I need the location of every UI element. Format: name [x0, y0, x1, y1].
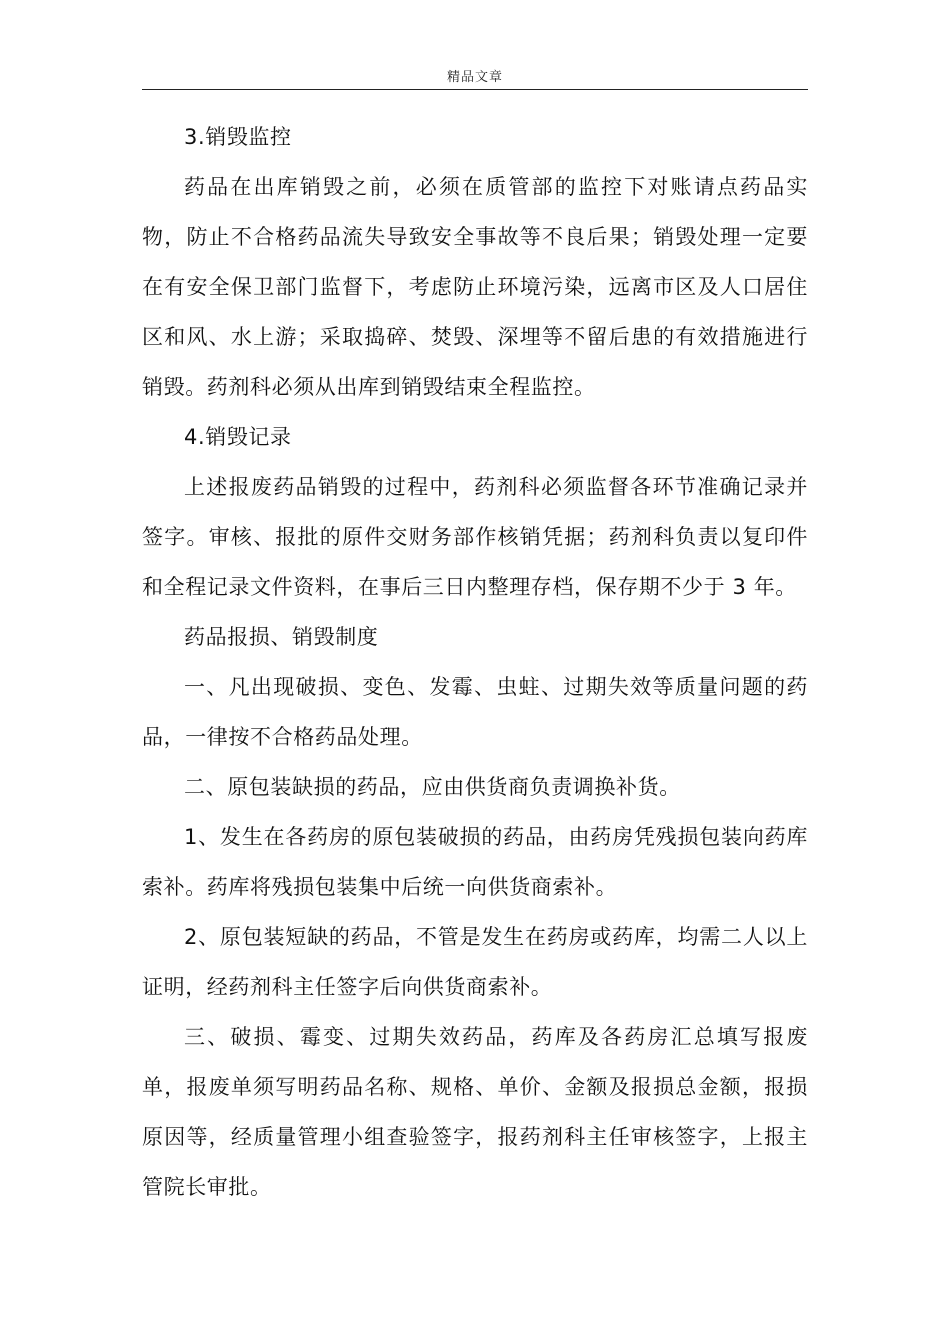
paragraph-rule-2-item-2: 2、原包装短缺的药品，不管是发生在药房或药库，均需二人以上证明，经药剂科主任签字后向供货商索补。: [142, 925, 808, 999]
section-heading-destruction-monitoring: 3.销毁监控: [184, 125, 292, 149]
section-heading-destruction-record: 4.销毁记录: [184, 425, 292, 449]
paragraph-destruction-record: 上述报废药品销毁的过程中，药剂科必须监督各环节准确记录并签字。审核、报批的原件交财务部作核销凭据；药剂科负责以复印件和全程记录文件资料，在事后三日内整理存档，保存期不少于 3 年。: [142, 475, 808, 599]
paragraph-destruction-monitoring: 药品在出库销毁之前，必须在质管部的监控下对账请点药品实物，防止不合格药品流失导致安全事故等不良后果；销毁处理一定要在有安全保卫部门监督下，考虑防止环境污染，远离市区及人口居住区和风、水上游；采取捣碎、焚毁、深埋等不留后患的有效措施进行销毁。药剂科必须从出库到销毁结束全程监控。: [142, 175, 808, 399]
page-header: [142, 62, 808, 90]
header-title: 精品文章: [446, 70, 503, 85]
document-body: [142, 112, 808, 1212]
section-heading-policy: 药品报损、销毁制度: [184, 625, 379, 649]
paragraph-rule-3: 三、破损、霉变、过期失效药品，药库及各药房汇总填写报废单，报废单须写明药品名称、规格、单价、金额及报损总金额，报损原因等，经质量管理小组查验签字，报药剂科主任审核签字，上报主管院长审批。: [142, 1025, 808, 1199]
paragraph-rule-2-item-1: 1、发生在各药房的原包装破损的药品，由药房凭残损包装向药库索补。药库将残损包装集中后统一向供货商索补。: [142, 825, 808, 899]
paragraph-rule-2: 二、原包装缺损的药品，应由供货商负责调换补货。: [184, 775, 681, 799]
paragraph-rule-1: 一、凡出现破损、变色、发霉、虫蛀、过期失效等质量问题的药品，一律按不合格药品处理。: [142, 675, 808, 749]
